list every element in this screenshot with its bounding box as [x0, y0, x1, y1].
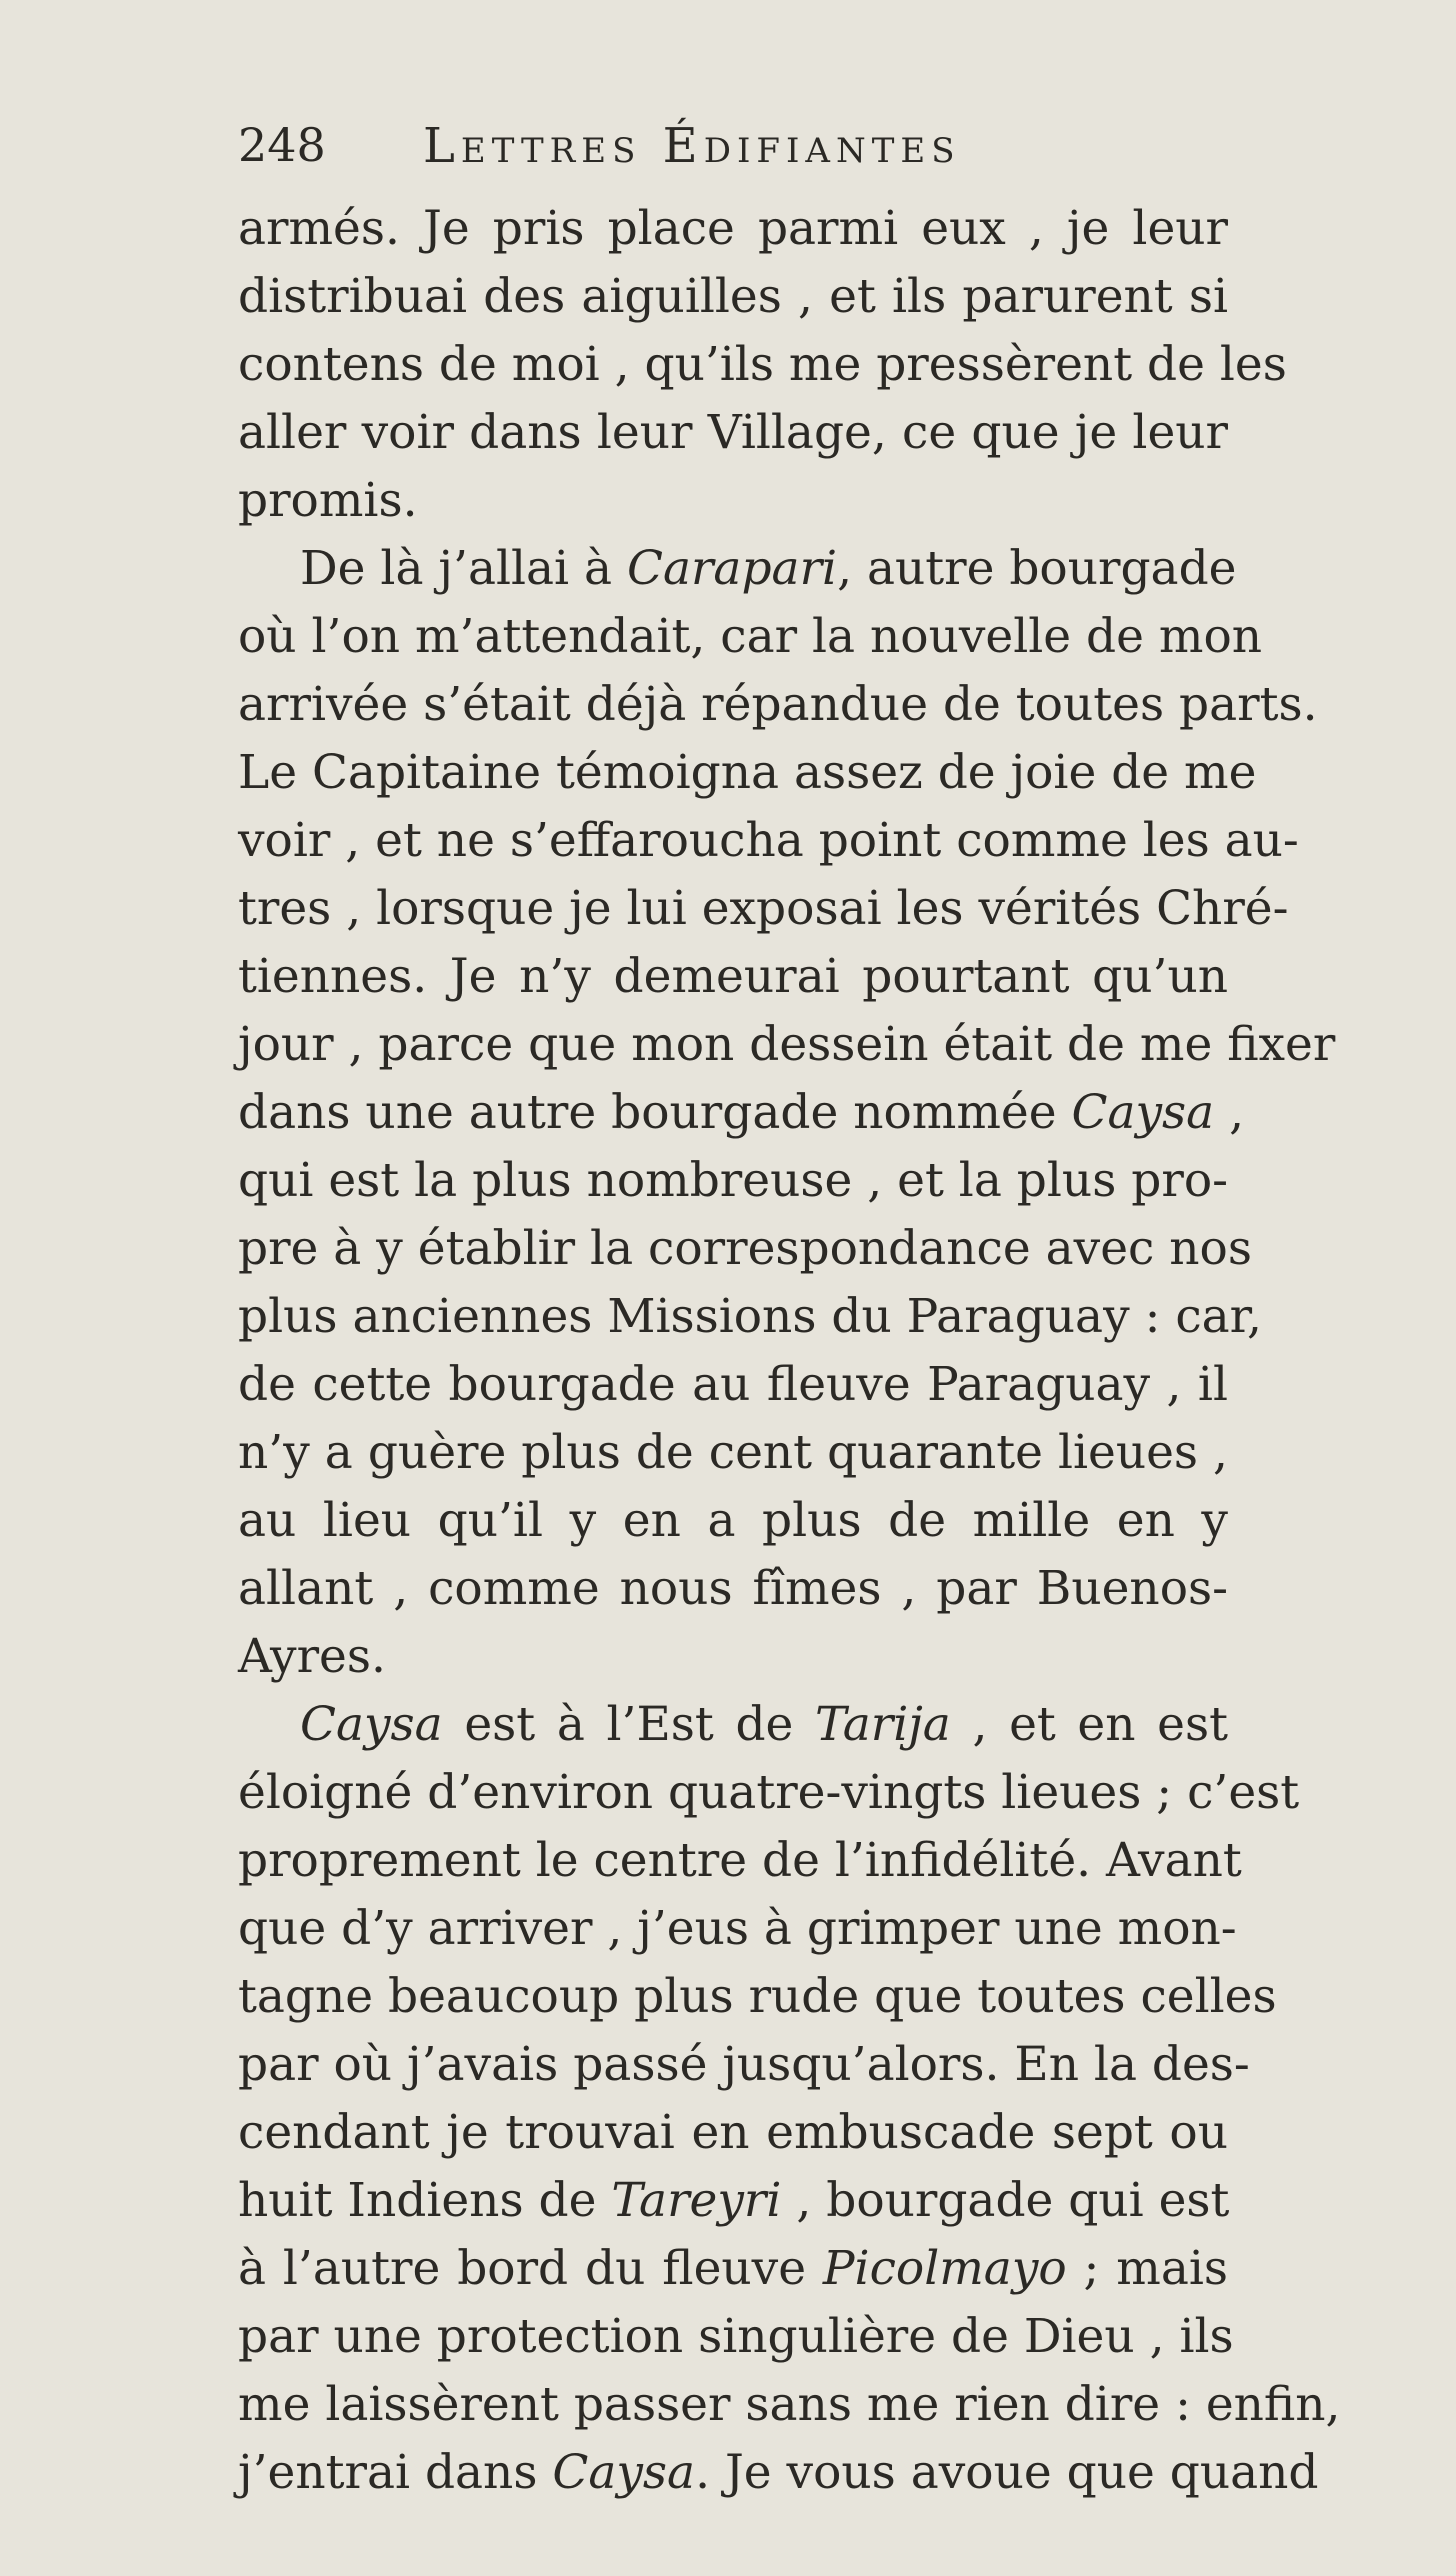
text-line	[238, 603, 1263, 671]
text-segment: à l’autre bord du fleuve	[238, 2241, 823, 2296]
text-segment: allant , comme nous fîmes , par Buenos-	[238, 1561, 1228, 1616]
text-line	[238, 1079, 1245, 1147]
text-segment: que d’y arriver , j’eus à grimper une mon-	[238, 1901, 1237, 1956]
italic-text-segment: Tareyri	[611, 2173, 782, 2228]
italic-text-segment: Tarija	[815, 1697, 951, 1752]
text-segment: , bourgade qui est	[781, 2173, 1230, 2228]
text-line	[238, 1351, 1228, 1419]
text-segment: . Je vous avoue que quand	[695, 2445, 1319, 2500]
italic-text-segment: Caysa	[1071, 1085, 1215, 1140]
page-body-text	[238, 195, 1341, 2507]
text-segment: aller voir dans leur Village, ce que je leur	[238, 405, 1228, 460]
text-segment: distribuai des aiguilles , et ils parurent si	[238, 269, 1228, 324]
text-segment: , et en est	[950, 1697, 1228, 1752]
text-segment: est à l’Est de	[442, 1697, 815, 1752]
text-line	[238, 331, 1287, 399]
text-line	[238, 2371, 1341, 2439]
text-line	[238, 1555, 1228, 1623]
text-segment: voir , et ne s’effaroucha point comme les au-	[238, 813, 1299, 868]
text-line	[238, 399, 1228, 467]
text-line	[238, 1623, 1228, 1691]
text-segment: où l’on m’attendait, car la nouvelle de mon	[238, 609, 1263, 664]
text-segment: j’entrai dans	[238, 2445, 553, 2500]
running-header	[238, 118, 1228, 188]
text-line	[238, 535, 1237, 603]
text-line	[238, 1147, 1228, 1215]
text-segment: promis.	[238, 473, 418, 528]
text-line	[238, 1895, 1237, 1963]
italic-text-segment: Caysa	[300, 1697, 443, 1752]
text-line	[238, 263, 1228, 331]
text-line	[238, 1759, 1300, 1827]
text-segment: cendant je trouvai en embuscade sept ou	[238, 2105, 1228, 2160]
text-segment: arrivée s’était déjà répandue de toutes parts.	[238, 677, 1318, 732]
text-line	[238, 875, 1289, 943]
text-line	[238, 467, 1228, 535]
text-segment: par une protection singulière de Dieu , ils	[238, 2309, 1234, 2364]
text-line	[238, 2439, 1319, 2507]
text-segment: qui est la plus nombreuse , et la plus pro-	[238, 1153, 1228, 1208]
text-segment: pre à y établir la correspondance avec nos	[238, 1221, 1252, 1276]
text-line	[238, 943, 1228, 1011]
text-line	[238, 2167, 1228, 2235]
text-line	[238, 2099, 1228, 2167]
text-line	[238, 671, 1318, 739]
text-segment: ; mais	[1066, 2241, 1228, 2296]
page-number: 248	[238, 118, 326, 172]
italic-text-segment: Carapari	[626, 541, 838, 596]
text-segment: Ayres.	[238, 1629, 386, 1684]
text-segment: au lieu qu’il y en a plus de mille en y	[238, 1493, 1228, 1548]
text-segment: , autre bourgade	[837, 541, 1237, 596]
text-segment: tagne beaucoup plus rude que toutes celles	[238, 1969, 1277, 2024]
text-line	[238, 1011, 1336, 1079]
text-segment: huit Indiens de	[238, 2173, 612, 2228]
italic-text-segment: Caysa	[552, 2445, 696, 2500]
text-line	[238, 1827, 1242, 1895]
text-segment: me laissèrent passer sans me rien dire : enfin,	[238, 2377, 1341, 2432]
text-line	[238, 1419, 1228, 1487]
text-line	[238, 1283, 1262, 1351]
text-segment: éloigné d’environ quatre-vingts lieues ; c’est	[238, 1765, 1300, 1820]
text-segment: par où j’avais passé jusqu’alors. En la des-	[238, 2037, 1250, 2092]
text-line	[238, 2235, 1228, 2303]
running-title: Lettres Édifiantes	[423, 118, 961, 174]
text-segment: Le Capitaine témoigna assez de joie de me	[238, 745, 1257, 800]
text-segment: proprement le centre de l’infidélité. Avant	[238, 1833, 1242, 1888]
text-segment: armés. Je pris place parmi eux , je leur	[238, 201, 1228, 256]
text-segment: jour , parce que mon dessein était de me fixer	[238, 1017, 1336, 1072]
text-line	[238, 2303, 1234, 2371]
italic-text-segment: Picolmayo	[822, 2241, 1067, 2296]
text-segment: tiennes. Je n’y demeurai pourtant qu’un	[238, 949, 1228, 1004]
text-line	[238, 1487, 1228, 1555]
text-line	[238, 807, 1299, 875]
text-segment: n’y a guère plus de cent quarante lieues ,	[238, 1425, 1228, 1480]
text-segment: ,	[1214, 1085, 1245, 1140]
text-segment: dans une autre bourgade nommée	[238, 1085, 1072, 1140]
text-segment: de cette bourgade au fleuve Paraguay , il	[238, 1357, 1228, 1412]
text-line	[238, 2031, 1250, 2099]
text-line	[238, 1963, 1277, 2031]
text-line	[238, 1215, 1252, 1283]
text-segment: tres , lorsque je lui exposai les vérités Chré-	[238, 881, 1289, 936]
text-segment: contens de moi , qu’ils me pressèrent de les	[238, 337, 1287, 392]
text-line	[238, 1691, 1228, 1759]
text-segment: De là j’allai à	[300, 541, 627, 596]
text-line	[238, 195, 1228, 263]
text-segment: plus anciennes Missions du Paraguay : car,	[238, 1289, 1262, 1344]
text-line	[238, 739, 1257, 807]
